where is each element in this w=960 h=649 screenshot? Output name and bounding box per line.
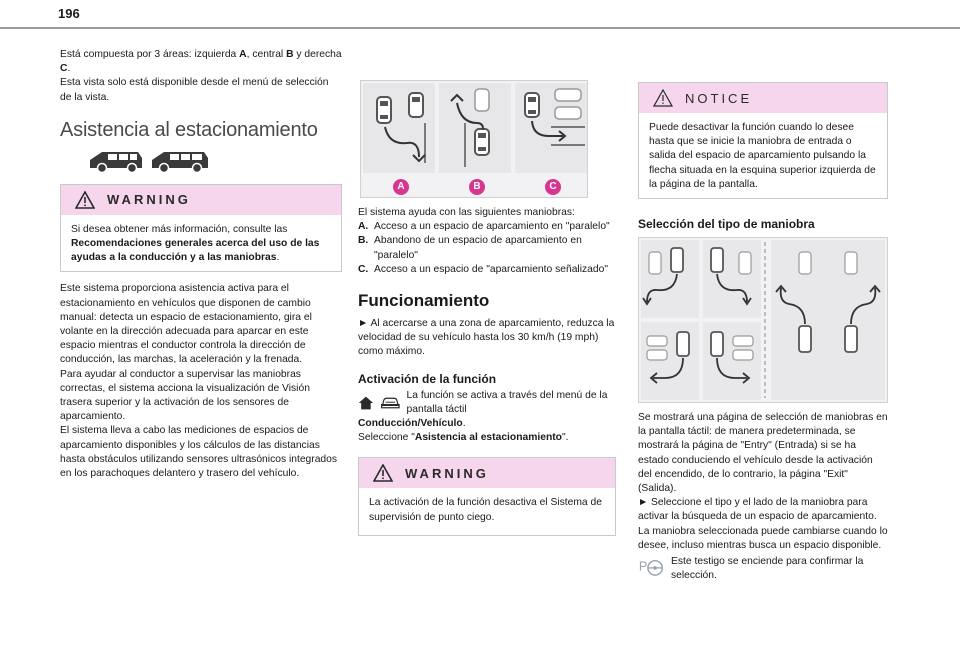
parking-parallel-entry-icon: [363, 83, 435, 173]
maneuver-selection-figure: [638, 237, 888, 403]
maneuver-list: [358, 220, 616, 277]
warning-box: [60, 184, 342, 273]
speed-instruction: ► Al acercarse a una zona de aparcamiento, reduzca la velocidad de su vehículo hasta los 30 km/h (19 mph) como máximo.: [358, 318, 615, 358]
parking-bay-entry-icon: [515, 83, 587, 173]
figure-label-b: B: [469, 179, 485, 195]
activation-menu-line: Conducción/Vehículo.: [358, 418, 466, 430]
van-icon: [88, 148, 144, 174]
subsection-title-maneuver-type: Selección del tipo de maniobra: [638, 217, 815, 232]
van-long-icon: [150, 148, 210, 174]
list-item: A. Acceso a un espacio de aparcamiento en "paralelo": [358, 221, 610, 233]
intro-paragraph-2: Esta vista solo está disponible desde el menú de selección de la vista.: [60, 77, 329, 103]
list-item: C. Acceso a un espacio de "aparcamiento señalizado": [358, 263, 608, 275]
indicator-text: Este testigo se enciende para confirmar la selección.: [671, 556, 864, 582]
column-right: [638, 40, 888, 583]
list-item: B. Abandono de un espacio de aparcamiento en "paralelo": [358, 235, 582, 261]
header-divider: [0, 27, 960, 29]
notice-box: [638, 82, 888, 199]
selection-paragraph: Se mostrará una página de selección de maniobras en la pantalla táctil: de manera predeterminada, se mostrará la página de "Entry" (Entrada) si se ha estado conduciendo el vehículo desde la activación del encendido, de lo contrario, la página "Exit" (Salida).: [638, 412, 888, 495]
vehicle-icons: [88, 148, 342, 174]
selection-instruction: ► Seleccione el tipo y el lado de la maniobra para activar la búsqueda de un espacio de aparcamiento.: [638, 497, 877, 523]
select-instruction: Seleccione "Asistencia al estacionamiento".: [358, 432, 569, 444]
warning-triangle-icon: [373, 464, 393, 482]
subsection-title-activation: Activación de la función: [358, 371, 497, 386]
warning-title: WARNING: [405, 465, 489, 481]
warning-title: WARNING: [107, 192, 191, 208]
notice-header: [639, 83, 887, 113]
column-left: [60, 40, 342, 481]
warning-body: Si desea obtener más información, consulte las Recomendaciones generales acerca del uso de las ayudas a la conducción y a las maniobras.: [71, 223, 320, 264]
home-icon: [358, 394, 374, 412]
warning-header: [61, 185, 341, 215]
section-title-parking-assist: Asistencia al estacionamiento: [60, 118, 318, 141]
warning-header: [359, 458, 615, 488]
page-number: 196: [58, 6, 80, 21]
notice-body: Puede desactivar la función cuando lo desee hasta que se inicie la maniobra de entrada o salida del espacio de aparcamiento pulsando la flecha situada en la esquina superior izquierda de la página de la pantalla.: [649, 122, 876, 190]
column-middle: [358, 40, 616, 546]
activation-row: [358, 389, 616, 417]
car-icon: [380, 394, 401, 412]
park-assist-indicator-icon: [638, 555, 665, 579]
warning-box-2: [358, 457, 616, 535]
parking-parallel-exit-icon: [439, 83, 511, 173]
selection-change-note: La maniobra seleccionada puede cambiarse cuando lo desee, incluso mientras busca un espacio disponible.: [638, 525, 888, 551]
notice-title: NOTICE: [685, 90, 753, 106]
svg-text:P: P: [638, 559, 648, 574]
indicator-row: [638, 555, 888, 583]
figure-panel-a: [363, 83, 435, 173]
figure-panel-c: [515, 83, 587, 173]
notice-triangle-icon: [653, 89, 673, 107]
body-paragraph: Este sistema proporciona asistencia activa para el estacionamiento en vehículos que disponen de cambio manual: detecta un espacio de estacionamiento, gira el volante en la dirección adecuada para aparcar en este espacio mientras el conductor controla la dirección de conducción, las marchas, la aceleración y la frenada.: [60, 283, 312, 366]
maneuver-figure: [360, 80, 588, 198]
warning-body: La activación de la función desactiva el Sistema de supervisión de punto ciego.: [369, 497, 602, 523]
intro-paragraph: Está compuesta por 3 áreas: izquierda A, central B y derecha C.: [60, 49, 342, 75]
figure-label-c: C: [545, 179, 561, 195]
body-paragraph-2: Para ayudar al conductor a supervisar las maniobras correctas, el sistema acciona la visualización de Visión trasera superior y la activación de los sensores de aparcamiento.: [60, 368, 310, 423]
figure-panel-b: [439, 83, 511, 173]
section-title-operation: Funcionamiento: [358, 291, 490, 311]
body-paragraph-3: El sistema lleva a cabo las mediciones de espacios de aparcamiento disponibles y los cálculos de las distancias hasta obstáculos utilizando sensores ultrasónicos integrados en los parachoques delantero y trasero del vehículo.: [60, 425, 338, 480]
figure-label-a: A: [393, 179, 409, 195]
warning-triangle-icon: [75, 191, 95, 209]
activation-text: La función se activa a través del menú de la pantalla táctil: [406, 389, 608, 415]
maneuvers-intro: El sistema ayuda con las siguientes maniobras:: [358, 207, 575, 218]
maneuver-selection-diagram: [639, 238, 887, 402]
